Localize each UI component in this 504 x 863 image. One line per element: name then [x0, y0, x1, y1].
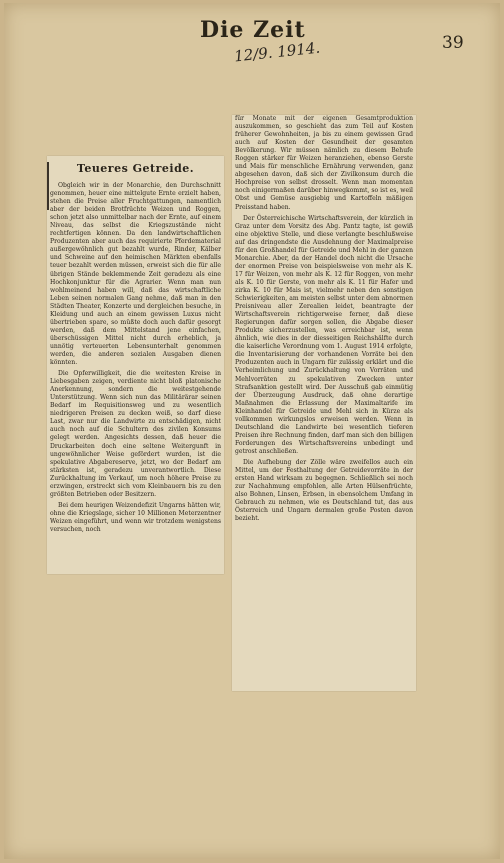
article-paragraph: Die Aufhebung der Zölle wäre zweifellos auch ein Mittel, um der Festhaltung der Getreidevorräte in der ersten Hand wirksam zu begegnen. Schließlich sei noch zur Nachahmung empfohlen, alle Arten Hülsenfrüchte, also Bohnen, Linsen, Erbsen, in ebensolchem Umfang in Gebrauch zu nehmen, wie es Deutschland tut, das aus Österreich und Ungarn dermalen große Posten davon bezieht.: [235, 458, 413, 523]
handwritten-date: 12/9. 1914.: [233, 38, 321, 66]
article-paragraph: für Monate mit der eigenen Gesamtproduktion auszukommen, so geschieht das zum Teil auf Kosten früherer Gewohnheiten, ja bis zu einem gewissen Grad auch auf Kosten der Gesundheit der gesamten Bevölkerung. Wir müssen nämlich zu diesem Behufe Roggen stärker für Weizen heranziehen, ebenso Gerste und Mais für menschliche Ernährung verwenden, ganz abgesehen davon, daß sich der Zivilkonsum durch die Hochpreise von selbst drosselt. Wenn man momentan noch einigermaßen darüber hinwegkommt, so ist es, weil Obst und Gemüse ausgiebig und Kartoffeln mäßigen Preisstand haben.: [235, 115, 413, 211]
newspaper-title: Die Zeit: [200, 17, 306, 43]
page-number: 39: [442, 33, 464, 53]
article-paragraph: Die Opferwilligkeit, die die weitesten Kreise in Liebesgaben zeigen, verdiente nicht bloß platonische Anerkennung, sondern die weitestgehende Unterstützung. Wenn sich nun das Militärärar seinen Bedarf im Requisitionsweg und zu wesentlich niedrigeren Preisen zu decken weiß, so darf diese Last, zwar nur die Landwirte zu entschädigen, nicht auch noch auf die Schultern des zivilen Konsums gelegt werden. Angesichts dessen, daß heuer die Druckarbeiten doch eine seltene Weitergunft in ungewöhnlicher Weise gefördert wurden, ist die spekulative Abgabereserve, jetzt, wo der Bedarf am stärksten ist, geradezu unverantwortlich. Diese Zurückhaltung im Verkauf, um noch höhere Preise zu erzwingen, erstreckt sich vom Kleinbauern bis zu den größten Betrieben oder Besitzern.: [50, 370, 221, 498]
article-paragraph: Bei dem heurigen Weizendefizit Ungarns hätten wir, ohne die Kriegslage, sicher 10 Millionen Meterzentner Weizen eingeführt, und wenn wir trotzdem wenigstens versuchen, noch: [50, 501, 221, 533]
article-paragraph: Obgleich wir in der Monarchie, den Durchschnitt genommen, heuer eine mittelgute Ernte erzielt haben, stehen die Preise aller Fruchtgattungen, namentlich aber der beiden Brotfrüchte Weizen und Roggen, schon jetzt also unmittelbar nach der Ernte, auf einem Niveau, das selbst die Kriegszustände nicht rechtfertigen können. Da den landwirtschaftlichen Produzenten aber auch das requirierte Pferdematerial außergewöhnlich gut bezahlt wurde, Rinder, Kälber und Schweine auf den heimischen Märkten ebenfalls teuer bezahlt werden müssen, erweist sich die für alle übrigen Stände beklemmende Zeit geradezu als eine Hochkonjunktur für die Agrarier. Wenn man nun wohlmeinend haben will, daß das wirtschaftliche Leben seinen normalen Gang nehme, daß man in den Städten Theater, Konzerte und dergleichen besuche, in Kleidung und auch an einem gewissen Luxus nicht übertrieben spare, so müßte doch auch dafür gesorgt werden, daß dem Mittelstand jene einfachen, überschüssigen Mittel nicht durch erheblich, ja unnötig verteuerten Lebensunterhalt genommen werden, die anderen sozialen Ausgaben dienen könnten.: [50, 182, 221, 367]
article-clipping-right: [232, 115, 416, 691]
article-clipping-left: [47, 156, 224, 574]
margin-bar: [47, 162, 49, 210]
article-paragraph: Der Österreichische Wirtschaftsverein, der kürzlich in Graz unter dem Vorsitz des Abg. Pantz tagte, ist gewiß eine objektive Stelle, und diese verlangte beschlußweise auf das dringendste die Ausdehnung der Maximalpreise für den Großhandel für Getreide und Mehl in der ganzen Monarchie. Aber, da der Handel doch nicht die Ursache der enormen Preise von beispielsweise von mehr als K. 17 für Weizen, von mehr als K. 12 für Roggen, von mehr als K. 10 für Gerste, von mehr als K. 11 für Hafer und zirka K. 10 für Mais ist, vielmehr neben den sonstigen Schwierigkeiten, am meisten selbst unter dem abnormen Preisniveau aller Zerealien leidet, beantragte der Wirtschaftsverein richtigerweise ferner, daß diese Regierungen dafür sorgen sollen, die Abgabe dieser Produkte sicherzustellen, was erreichbar ist, wenn ähnlich, wie dies in der diesseitigen Reichshälfte durch die kaiserliche Verordnung vom 1. August 1914 erfolgte, die Inventarisierung der vorhandenen Vorräte bei den Produzenten auch in Ungarn für zulässig erklärt und die Verheimlichung und Zurückhaltung von Vorräten und Mehlvorräten zu spekulativen Zwecken unter Strafsanktion gestellt wird. Der Ausschuß gab einmütig der Überzeugung Ausdruck, daß ohne derartige Maßnahmen die Erlassung der Maximaltarife im Kleinhandel für Getreide und Mehl sich in Kürze als vollkommen wirkungslos erweisen werden. Wenn in Deutschland die Landwirte bei wesentlich tieferen Preisen ihre Rechnung finden, darf man sich den billigen Forderungen des Wirtschaftsvereins unbedingt und getrost anschließen.: [235, 214, 413, 455]
article-title: Teueres Getreide.: [76, 162, 195, 175]
